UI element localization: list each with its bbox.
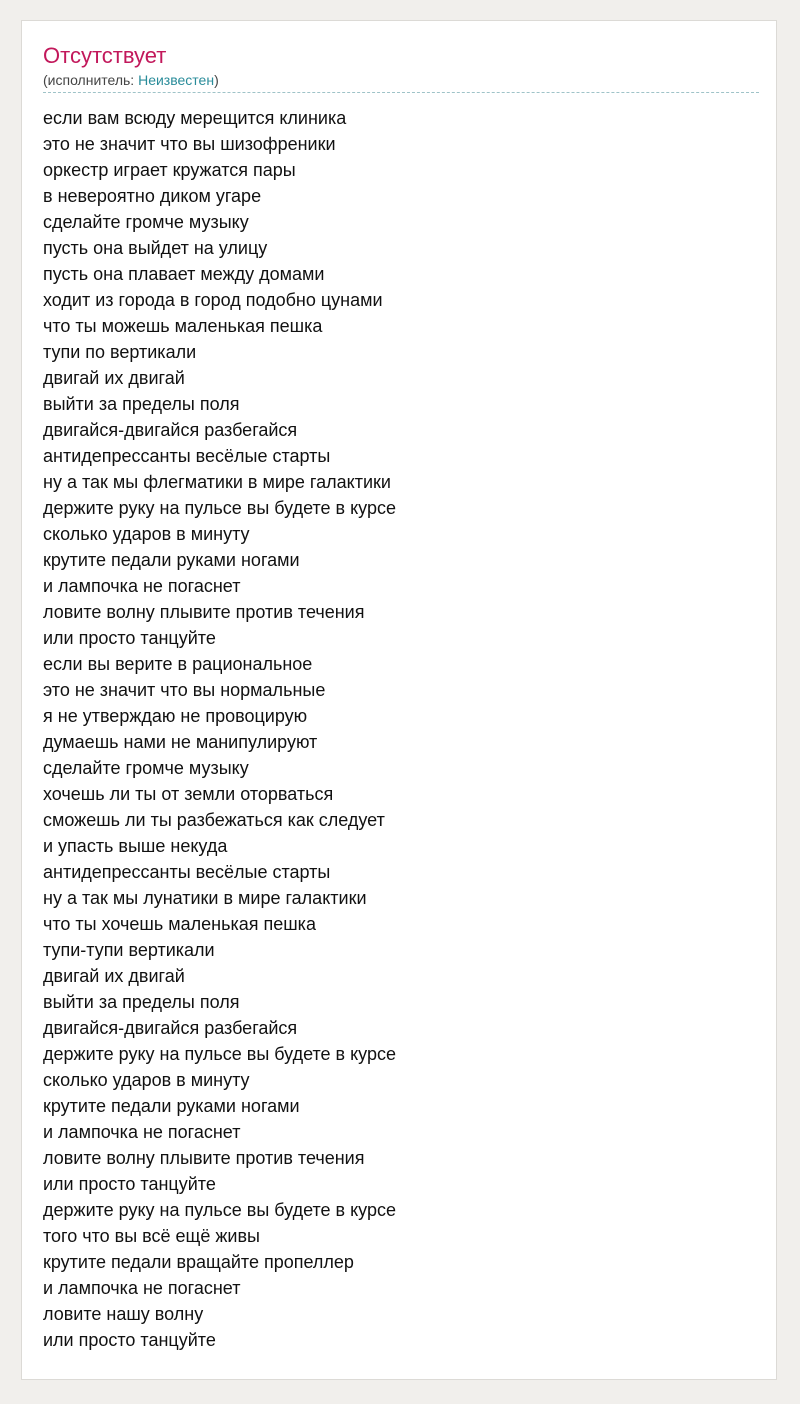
lyric-line: держите руку на пульсе вы будете в курсе xyxy=(43,498,397,518)
lyric-line: оркестр играет кружатся пары xyxy=(43,160,296,180)
lyric-line: думаешь нами не манипулируют xyxy=(43,732,318,752)
lyric-line: это не значит что вы нормальные xyxy=(43,680,326,700)
lyric-line: сколько ударов в минуту xyxy=(43,524,250,544)
song-title: Отсутствует xyxy=(43,43,167,68)
lyric-line: сколько ударов в минуту xyxy=(43,1070,250,1090)
song-header xyxy=(43,43,759,93)
lyric-line: двигайся-двигайся разбегайся xyxy=(43,420,298,440)
lyric-line: крутите педали руками ногами xyxy=(43,550,300,570)
lyric-line: держите руку на пульсе вы будете в курсе xyxy=(43,1044,397,1064)
lyric-line: я не утверждаю не провоцирую xyxy=(43,706,308,726)
artist-link[interactable]: Неизвестен xyxy=(138,72,215,88)
lyric-line: двигайся-двигайся разбегайся xyxy=(43,1018,298,1038)
lyric-line: или просто танцуйте xyxy=(43,1330,216,1350)
lyric-line: и лампочка не погаснет xyxy=(43,1278,241,1298)
lyric-line: и лампочка не погаснет xyxy=(43,576,241,596)
lyric-line: или просто танцуйте xyxy=(43,628,216,648)
lyric-line: тупи по вертикали xyxy=(43,342,197,362)
lyric-line: пусть она плавает между домами xyxy=(43,264,325,284)
lyric-line: пусть она выйдет на улицу xyxy=(43,238,268,258)
lyric-line: или просто танцуйте xyxy=(43,1174,216,1194)
lyric-line: что ты можешь маленькая пешка xyxy=(43,316,323,336)
lyrics-card xyxy=(21,20,777,1380)
lyric-line: антидепрессанты весёлые старты xyxy=(43,446,331,466)
lyric-line: выйти за пределы поля xyxy=(43,992,240,1012)
lyric-line: ну а так мы лунатики в мире галактики xyxy=(43,888,367,908)
lyric-line: крутите педали руками ногами xyxy=(43,1096,300,1116)
lyric-line: двигай их двигай xyxy=(43,368,185,388)
lyric-line: и лампочка не погаснет xyxy=(43,1122,241,1142)
lyric-line: сделайте громче музыку xyxy=(43,758,249,778)
lyric-line: ловите нашу волну xyxy=(43,1304,204,1324)
artist-suffix: ) xyxy=(214,72,219,88)
lyric-line: сможешь ли ты разбежаться как следует xyxy=(43,810,385,830)
lyric-line: если вам всюду мерещится клиника xyxy=(43,108,347,128)
lyric-line: что ты хочешь маленькая пешка xyxy=(43,914,316,934)
lyric-line: того что вы всё ещё живы xyxy=(43,1226,260,1246)
lyric-line: крутите педали вращайте пропеллер xyxy=(43,1252,354,1272)
lyric-line: и упасть выше некуда xyxy=(43,836,228,856)
lyric-line: это не значит что вы шизофреники xyxy=(43,134,336,154)
artist-line xyxy=(43,71,759,93)
lyric-line: ловите волну плывите против течения xyxy=(43,602,365,622)
lyric-line: ловите волну плывите против течения xyxy=(43,1148,365,1168)
lyric-line: двигай их двигай xyxy=(43,966,185,986)
lyrics-text xyxy=(43,105,759,1353)
lyric-line: хочешь ли ты от земли оторваться xyxy=(43,784,334,804)
lyric-line: сделайте громче музыку xyxy=(43,212,249,232)
lyric-line: ходит из города в город подобно цунами xyxy=(43,290,383,310)
lyric-line: ну а так мы флегматики в мире галактики xyxy=(43,472,391,492)
lyric-line: тупи-тупи вертикали xyxy=(43,940,215,960)
lyric-line: в невероятно диком угаре xyxy=(43,186,262,206)
artist-prefix: (исполнитель: xyxy=(43,72,139,88)
lyric-line: если вы верите в рациональное xyxy=(43,654,313,674)
lyric-line: антидепрессанты весёлые старты xyxy=(43,862,331,882)
lyric-line: держите руку на пульсе вы будете в курсе xyxy=(43,1200,397,1220)
lyric-line: выйти за пределы поля xyxy=(43,394,240,414)
